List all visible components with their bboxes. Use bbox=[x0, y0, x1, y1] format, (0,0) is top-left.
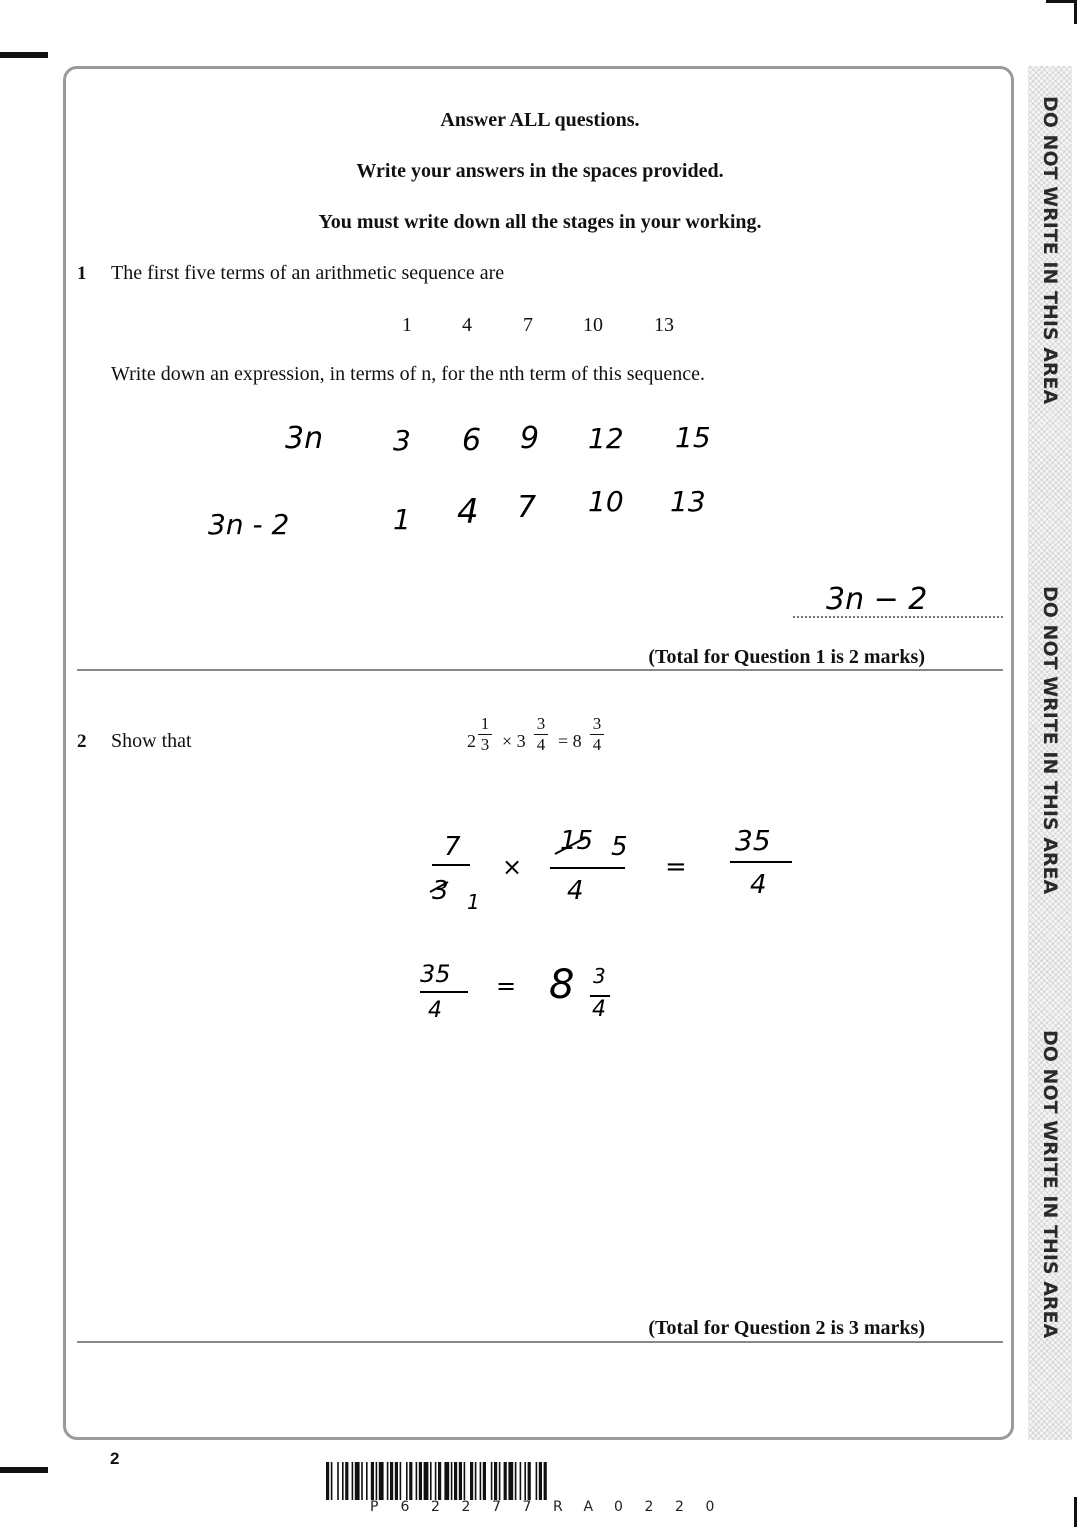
handwritten-operator: = bbox=[665, 852, 687, 882]
barcode-bar bbox=[464, 1462, 466, 1500]
sequence-term: 13 bbox=[654, 314, 674, 336]
operator-equals: = 8 bbox=[558, 731, 582, 751]
registration-mark bbox=[1046, 0, 1076, 3]
handwritten-value: 3 bbox=[393, 424, 411, 457]
barcode-bar bbox=[544, 1462, 547, 1500]
barcode-bar bbox=[499, 1462, 501, 1500]
barcode-bar bbox=[361, 1462, 363, 1500]
barcode-bar bbox=[379, 1462, 384, 1500]
question-divider bbox=[77, 1341, 1003, 1343]
barcode-bar bbox=[371, 1462, 374, 1500]
barcode-bar bbox=[366, 1462, 368, 1500]
handwritten-value: 4 bbox=[592, 997, 606, 1022]
handwritten-value: 7 bbox=[444, 832, 461, 862]
barcode-bar bbox=[337, 1462, 339, 1500]
barcode-bar bbox=[444, 1462, 449, 1500]
question-text: Show that bbox=[111, 730, 192, 752]
barcode-bar bbox=[528, 1462, 531, 1500]
handwritten-value: 3 bbox=[593, 964, 606, 988]
barcode-character: 7 bbox=[522, 1499, 532, 1515]
barcode-text bbox=[326, 1499, 751, 1519]
instruction-line: You must write down all the stages in your working. bbox=[318, 211, 762, 233]
fraction-numerator: 1 bbox=[480, 714, 490, 733]
margin-warning: DO NOT WRITE IN THIS AREA bbox=[1039, 1030, 1061, 1339]
handwritten-operator: = bbox=[496, 972, 517, 1000]
question-number: 2 bbox=[77, 731, 87, 752]
handwritten-value: 15 bbox=[560, 826, 594, 856]
instruction-line: Write your answers in the spaces provided. bbox=[356, 160, 724, 182]
barcode-character: R bbox=[553, 1499, 563, 1515]
registration-mark bbox=[1074, 1497, 1077, 1527]
question-prompt: Write down an expression, in terms of n, for the nth term of this sequence. bbox=[111, 363, 706, 385]
margin-warning: DO NOT WRITE IN THIS AREA bbox=[1039, 586, 1061, 895]
barcode-bar bbox=[504, 1462, 507, 1500]
handwritten-value: 12 bbox=[588, 422, 624, 455]
barcode-bar bbox=[355, 1462, 360, 1500]
handwritten-value: 35 bbox=[420, 960, 451, 988]
barcode-character: 7 bbox=[492, 1499, 501, 1515]
barcode-character: 0 bbox=[614, 1499, 623, 1515]
handwritten-value: 6 bbox=[462, 423, 482, 458]
registration-mark bbox=[0, 52, 48, 58]
barcode-bar bbox=[326, 1462, 329, 1500]
question-text: The first five terms of an arithmetic sequence are bbox=[111, 262, 505, 284]
barcode-bar bbox=[430, 1462, 432, 1500]
barcode-bar bbox=[387, 1462, 389, 1500]
barcode-character: A bbox=[583, 1499, 594, 1515]
barcode-bar bbox=[520, 1462, 522, 1500]
question-marks: (Total for Question 2 is 3 marks) bbox=[648, 1317, 925, 1339]
fraction-denominator: 4 bbox=[592, 735, 602, 754]
barcode-bar bbox=[406, 1462, 408, 1500]
question-divider bbox=[77, 669, 1003, 671]
barcode-bar bbox=[480, 1462, 482, 1500]
handwritten-value: 35 bbox=[735, 824, 771, 857]
handwritten-value: 15 bbox=[675, 421, 711, 454]
barcode-bar bbox=[424, 1462, 429, 1500]
barcode-character: 2 bbox=[461, 1499, 471, 1515]
sequence-term: 7 bbox=[523, 314, 533, 336]
barcode-bar bbox=[515, 1462, 517, 1500]
handwritten-value: 1 bbox=[393, 503, 411, 536]
barcode bbox=[326, 1462, 751, 1500]
barcode-bar bbox=[438, 1462, 441, 1500]
sequence-term: 4 bbox=[462, 314, 472, 336]
barcode-character: 6 bbox=[400, 1499, 410, 1515]
barcode-bar bbox=[459, 1462, 462, 1500]
handwritten-expression: 3n bbox=[285, 421, 324, 456]
handwritten-answer: 3n − 2 bbox=[826, 582, 928, 617]
handwritten-value: 4 bbox=[457, 492, 479, 532]
barcode-bar bbox=[524, 1462, 526, 1500]
handwritten-expression: 3n - 2 bbox=[208, 508, 290, 541]
handwritten-value: 7 bbox=[517, 490, 537, 525]
barcode-bar bbox=[539, 1462, 542, 1500]
barcode-bar bbox=[454, 1462, 457, 1500]
barcode-bar bbox=[395, 1462, 398, 1500]
barcode-bar bbox=[470, 1462, 473, 1500]
barcode-character: 2 bbox=[675, 1499, 684, 1515]
handwritten-value: 4 bbox=[567, 876, 584, 906]
margin-strip bbox=[1028, 66, 1072, 1440]
fraction-numerator: 3 bbox=[536, 714, 546, 733]
handwritten-value: 13 bbox=[670, 485, 706, 518]
fraction bbox=[590, 715, 604, 754]
instruction-line: Answer ALL questions. bbox=[440, 109, 640, 131]
fraction bbox=[534, 715, 548, 754]
sequence-term: 10 bbox=[583, 314, 603, 336]
registration-mark bbox=[1074, 0, 1077, 24]
barcode-bar bbox=[475, 1462, 477, 1500]
handwritten-value: 5 bbox=[611, 832, 628, 862]
operator-times: × 3 bbox=[502, 731, 526, 751]
barcode-bar bbox=[483, 1462, 486, 1500]
barcode-bar bbox=[494, 1462, 497, 1500]
fraction-numerator: 3 bbox=[592, 714, 602, 733]
question-marks: (Total for Question 1 is 2 marks) bbox=[648, 646, 925, 668]
barcode-bar bbox=[390, 1462, 393, 1500]
barcode-bar bbox=[419, 1462, 422, 1500]
registration-mark bbox=[0, 1467, 48, 1473]
fraction bbox=[478, 715, 492, 754]
handwritten-value: 9 bbox=[520, 421, 540, 456]
fraction-denominator: 3 bbox=[480, 735, 490, 754]
barcode-bar bbox=[508, 1462, 513, 1500]
handwritten-value: 4 bbox=[750, 870, 767, 900]
handwritten-value: 3 bbox=[432, 876, 449, 906]
handwritten-value: 8 bbox=[549, 962, 575, 1008]
barcode-bar bbox=[400, 1462, 402, 1500]
barcode-character: P bbox=[370, 1499, 379, 1515]
page-number: 2 bbox=[110, 1449, 120, 1468]
fraction-denominator: 4 bbox=[536, 735, 546, 754]
barcode-bar bbox=[345, 1462, 348, 1500]
barcode-character: 2 bbox=[431, 1499, 440, 1515]
barcode-character: 2 bbox=[644, 1499, 654, 1515]
barcode-bar bbox=[435, 1462, 437, 1500]
question-number: 1 bbox=[77, 263, 87, 284]
barcode-bar bbox=[331, 1462, 333, 1500]
margin-warning: DO NOT WRITE IN THIS AREA bbox=[1039, 96, 1061, 405]
handwritten-value: 1 bbox=[467, 890, 480, 914]
barcode-bar bbox=[451, 1462, 453, 1500]
sequence-term: 1 bbox=[402, 314, 412, 336]
handwritten-value: 4 bbox=[428, 998, 442, 1023]
barcode-bar bbox=[536, 1462, 538, 1500]
barcode-bar bbox=[342, 1462, 344, 1500]
barcode-bar bbox=[376, 1462, 378, 1500]
barcode-bar bbox=[409, 1462, 412, 1500]
mixed-number-whole: 2 bbox=[467, 731, 476, 751]
barcode-bar bbox=[491, 1462, 493, 1500]
barcode-character: 0 bbox=[705, 1499, 715, 1515]
answer-line bbox=[793, 616, 1003, 618]
handwritten-operator: × bbox=[502, 853, 523, 881]
barcode-bar bbox=[416, 1462, 418, 1500]
barcode-bar bbox=[352, 1462, 354, 1500]
handwritten-value: 10 bbox=[588, 485, 624, 518]
